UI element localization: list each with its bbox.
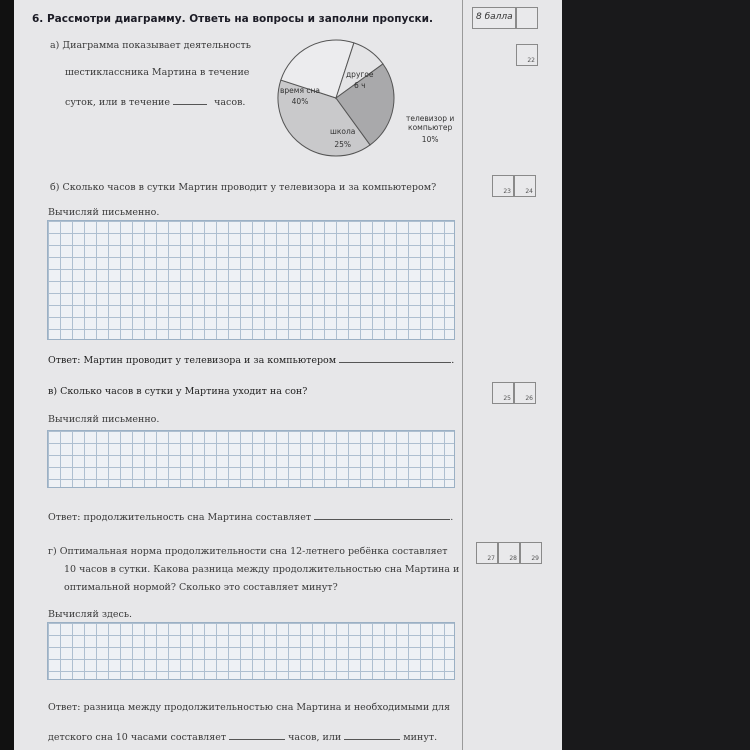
part-b-answer — [48, 353, 454, 366]
part-c-calc-label: Вычисляй письменно. — [48, 414, 160, 425]
part-d-answer-line1: Ответ: разница между продолжительностью сна Мартина и необходимыми для — [48, 702, 451, 713]
part-d-answer-line2 — [48, 730, 437, 743]
part-d-box-1-number: 27 — [487, 555, 495, 562]
part-d-minutes-blank[interactable] — [344, 730, 400, 740]
part-a-line3-text: суток, или в течение — [65, 97, 171, 108]
task-title: 6. Рассмотри диаграмму. Ответь на вопросы и заполни пропуски. — [32, 13, 434, 25]
part-d-line1: г) Оптимальная норма продолжительности сна 12-летнего ребёнка составляет — [48, 546, 448, 557]
score-label: 8 балла — [476, 12, 513, 22]
pie-label-tv-line2: компьютер — [408, 123, 453, 132]
pie-label-other-value: 6 ч — [353, 81, 366, 90]
part-b-box-2[interactable] — [514, 175, 536, 197]
part-c-answer — [48, 510, 453, 523]
part-a-score-box[interactable] — [516, 44, 538, 66]
part-d-answer-line2-end: минут. — [403, 732, 438, 743]
part-c-answer-dot: . — [450, 512, 454, 523]
part-d-line2: 10 часов в сутки. Какова разница между продолжительностью сна Мартина и — [64, 564, 460, 575]
pie-label-sleep — [280, 86, 320, 106]
part-d-box-2-number: 28 — [509, 555, 517, 562]
part-d-calc-label: Вычисляй здесь. — [48, 609, 133, 620]
part-b-work-grid[interactable] — [47, 220, 455, 340]
part-a-box-number: 22 — [527, 57, 535, 64]
pie-label-sleep-name: время сна — [280, 86, 320, 95]
pie-label-other — [346, 70, 374, 90]
part-c-box-1[interactable] — [492, 382, 514, 404]
part-b-calc-label: Вычисляй письменно. — [48, 207, 160, 218]
pie-label-sleep-value: 40% — [291, 97, 309, 106]
part-b-answer-blank[interactable] — [339, 353, 451, 363]
part-d-box-1[interactable] — [476, 542, 498, 564]
part-d-hours-blank[interactable] — [229, 730, 285, 740]
part-a-line3-end: часов. — [214, 97, 246, 108]
part-c-answer-blank[interactable] — [314, 510, 450, 520]
part-c-answer-text: Ответ: продолжительность сна Мартина составляет — [48, 512, 312, 523]
part-a-hours-blank[interactable] — [173, 95, 207, 105]
part-b-question: б) Сколько часов в сутки Мартин проводит у телевизора и за компьютером? — [50, 182, 437, 193]
part-c-box-2[interactable] — [514, 382, 536, 404]
part-d-answer-line2-mid: часов, или — [288, 732, 342, 743]
part-d-work-grid[interactable] — [47, 622, 455, 680]
part-d-box-3-number: 29 — [531, 555, 539, 562]
score-column-divider — [462, 0, 463, 750]
pie-label-tv — [406, 114, 454, 144]
part-b-answer-dot: . — [451, 355, 455, 366]
part-a-line3 — [65, 95, 245, 108]
pie-label-other-name: другое — [346, 70, 374, 79]
score-entry-box[interactable] — [516, 7, 538, 29]
part-d-line3: оптимальной нормой? Сколько это составляет минут? — [64, 582, 338, 593]
part-b-answer-text: Ответ: Мартин проводит у телевизора и за компьютером — [48, 355, 337, 366]
part-d-box-3[interactable] — [520, 542, 542, 564]
part-c-box-2-number: 26 — [525, 395, 533, 402]
pie-label-tv-line1: телевизор и — [406, 114, 455, 123]
part-a-line2: шестиклассника Мартина в течение — [65, 67, 250, 78]
pie-label-school — [330, 127, 355, 149]
score-box — [472, 7, 516, 29]
part-c-box-1-number: 25 — [503, 395, 511, 402]
part-b-box-1-number: 23 — [503, 188, 511, 195]
dark-margin — [562, 0, 750, 750]
part-b-box-2-number: 24 — [525, 188, 533, 195]
part-c-question: в) Сколько часов в сутки у Мартина уходит на сон? — [48, 386, 308, 397]
pie-label-school-value: 25% — [334, 140, 352, 149]
part-a-line1: а) Диаграмма показывает деятельность — [50, 40, 251, 51]
part-d-box-2[interactable] — [498, 542, 520, 564]
part-c-work-grid[interactable] — [47, 430, 455, 488]
part-d-answer-line2-start: детского сна 10 часами составляет — [48, 732, 227, 743]
pie-label-school-name: школа — [330, 127, 356, 136]
pie-label-tv-value: 10% — [421, 135, 439, 144]
part-b-box-1[interactable] — [492, 175, 514, 197]
